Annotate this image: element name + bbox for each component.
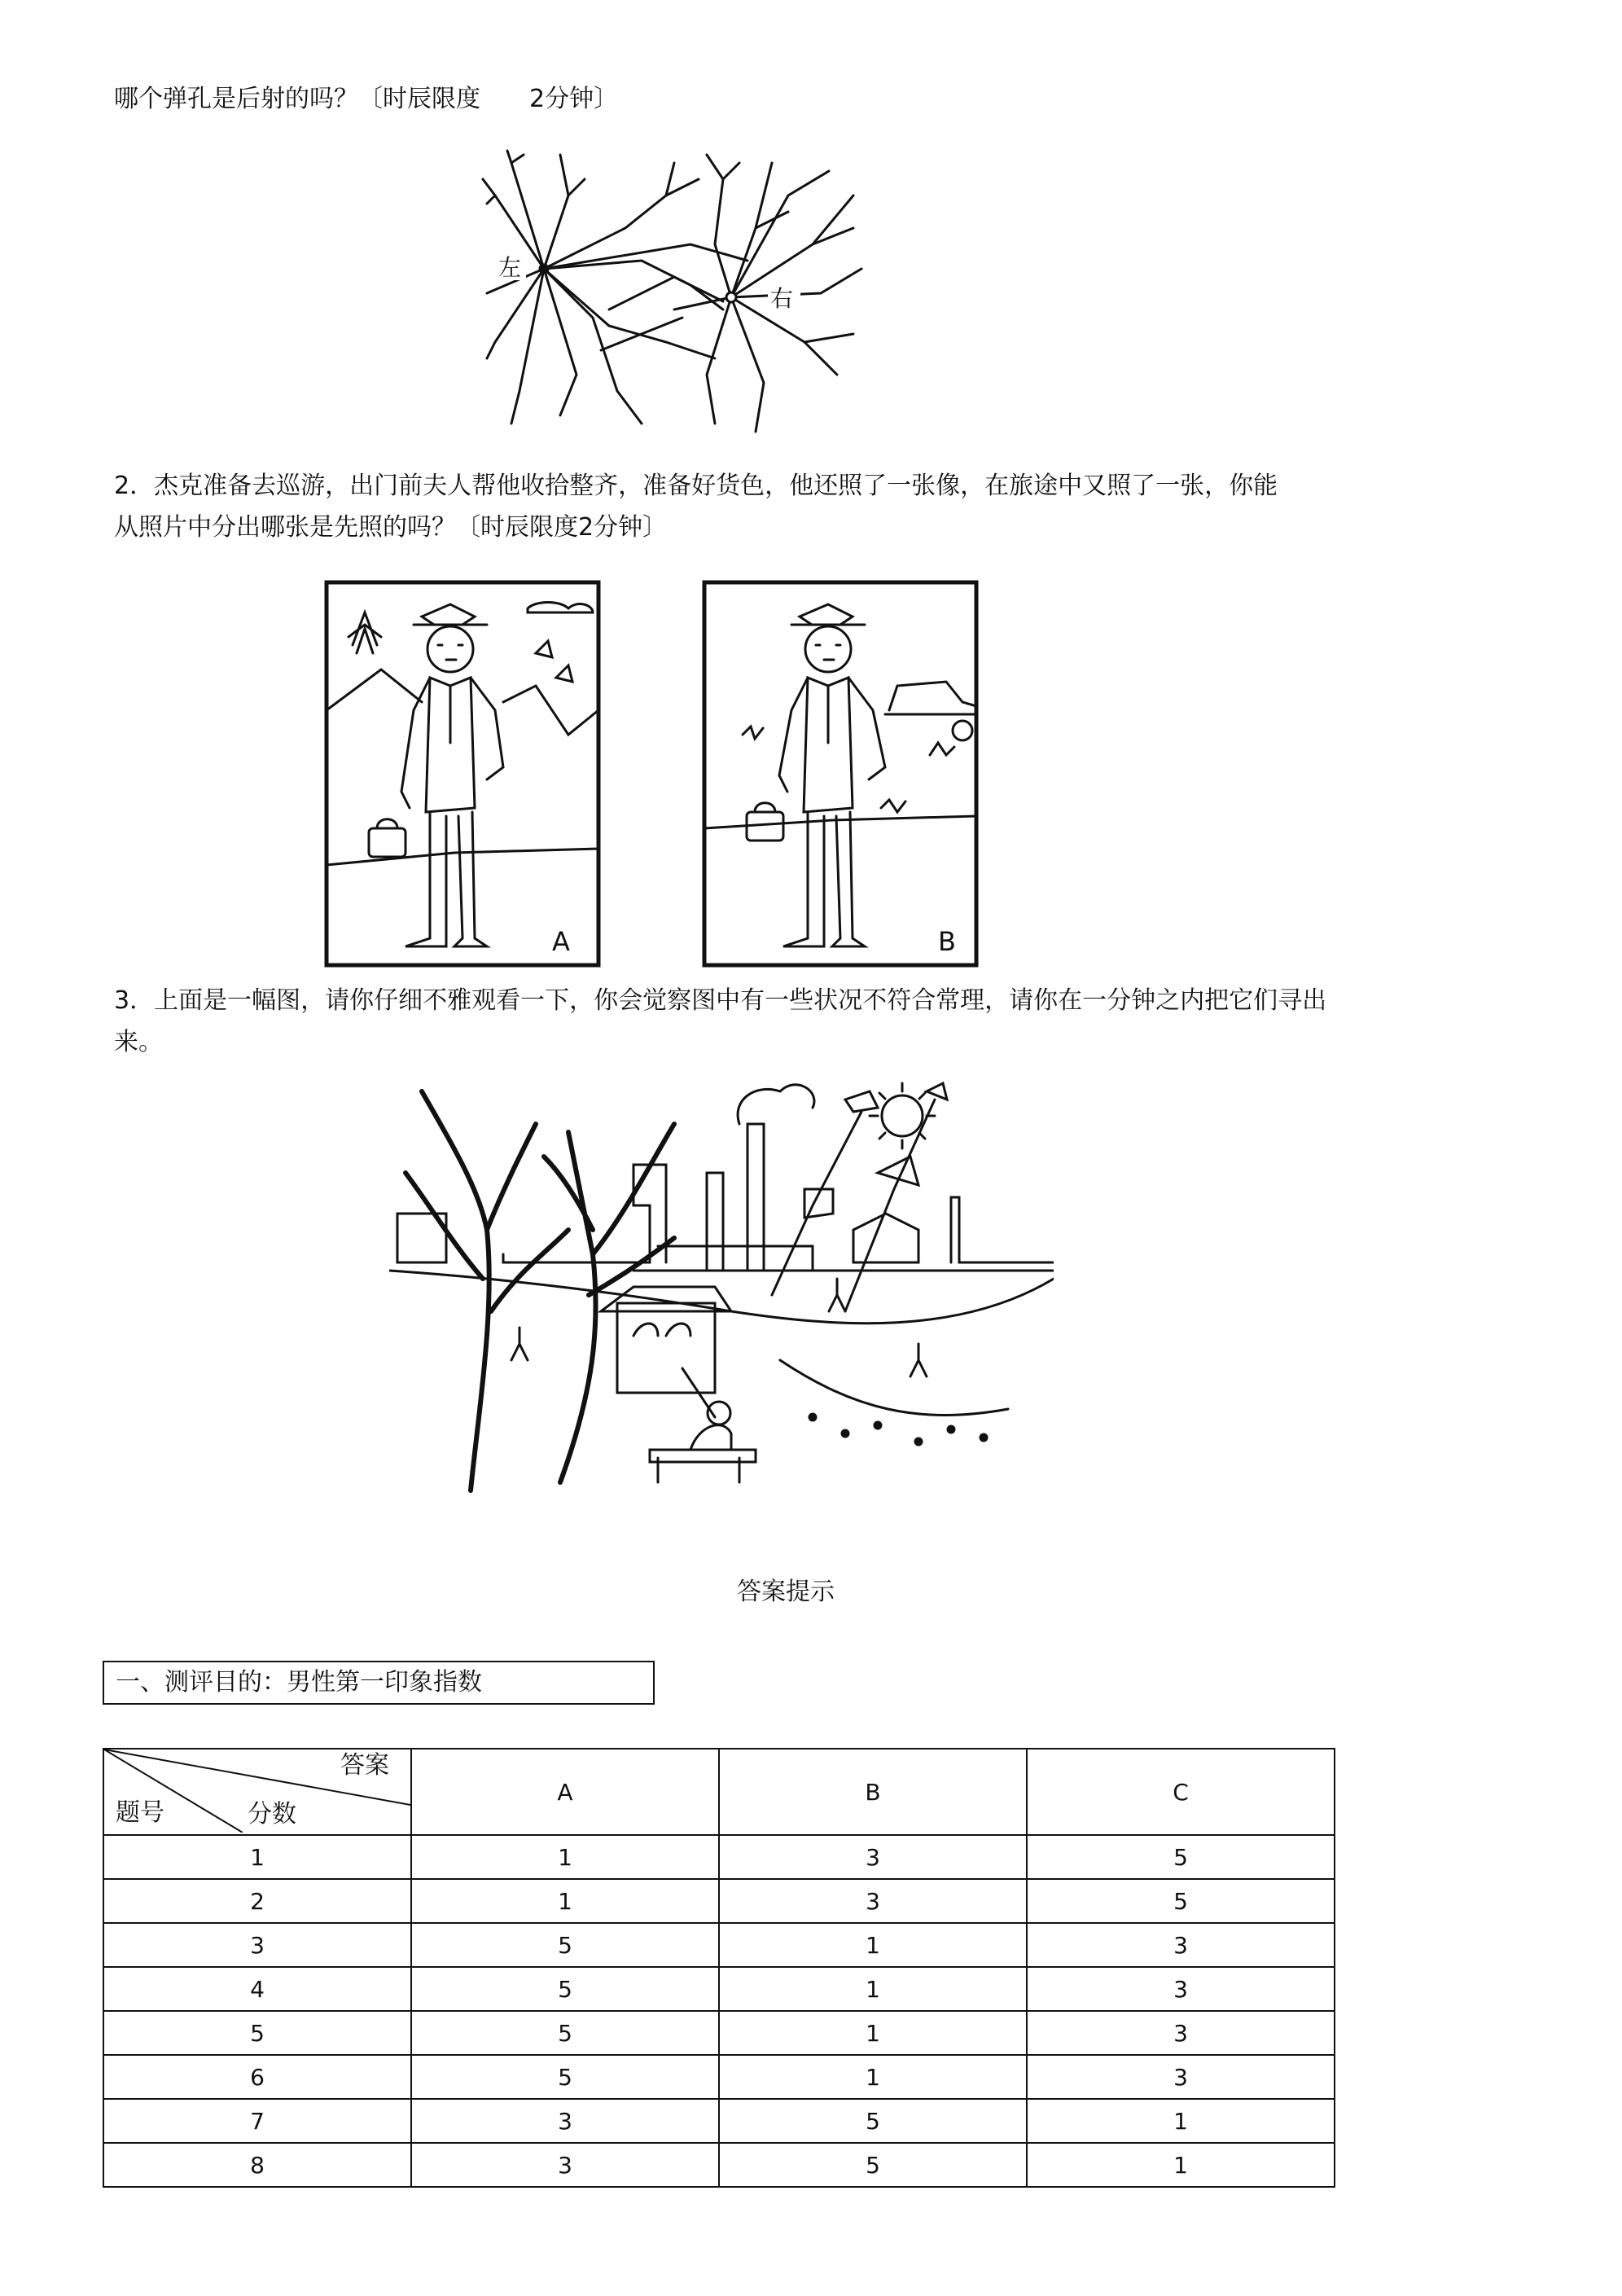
score-b: 3	[719, 1835, 1027, 1879]
score-b: 3	[719, 1879, 1027, 1923]
left-bullet-hole	[540, 265, 548, 273]
score-b: 1	[719, 2055, 1027, 2099]
corner-question-label: 题号	[116, 1798, 164, 1827]
question-number: 5	[103, 2011, 411, 2055]
score-a: 5	[411, 2011, 719, 2055]
column-header-b: B	[719, 1749, 1027, 1835]
table-row	[103, 1879, 1335, 1923]
score-b: 5	[719, 2143, 1027, 2187]
table-row	[103, 2011, 1335, 2055]
right-label: 右	[770, 285, 794, 312]
question-2-line2: 从照片中分出哪张是先照的吗？〔时辰限度2分钟〕	[114, 513, 668, 542]
question-number: 4	[103, 1967, 411, 2011]
table-row	[103, 1923, 1335, 1967]
question-3-line1: 3．上面是一幅图，请你仔细不雅观看一下，你会觉察图中有一些状况不符合常理，请你在一分钟之内把它们寻出	[114, 986, 1327, 1015]
photo-a	[324, 580, 601, 968]
score-c: 5	[1027, 1835, 1335, 1879]
table-row	[103, 2099, 1335, 2143]
question-number: 7	[103, 2099, 411, 2143]
left-label: 左	[498, 254, 522, 281]
table-row	[103, 2055, 1335, 2099]
score-b: 1	[719, 1923, 1027, 1967]
score-c: 1	[1027, 2143, 1335, 2187]
score-c: 3	[1027, 2055, 1335, 2099]
question-number: 2	[103, 1879, 411, 1923]
score-a: 1	[411, 1879, 719, 1923]
score-c: 3	[1027, 1967, 1335, 2011]
question-3-line2: 来。	[114, 1028, 163, 1056]
table-row	[103, 1967, 1335, 2011]
photo-a-label: A	[552, 926, 570, 957]
score-a: 3	[411, 2099, 719, 2143]
photo-b-label: B	[938, 926, 956, 957]
question-number: 6	[103, 2055, 411, 2099]
score-b: 5	[719, 2099, 1027, 2143]
table-header-row	[103, 1749, 1335, 1835]
score-c: 1	[1027, 2099, 1335, 2143]
table-row	[103, 1835, 1335, 1879]
score-b: 1	[719, 2011, 1027, 2055]
score-a: 1	[411, 1835, 719, 1879]
question-number: 3	[103, 1923, 411, 1967]
corner-answer-label: 答案	[340, 1751, 389, 1780]
right-bullet-hole	[726, 292, 736, 302]
answers-title: 答案提示	[737, 1578, 835, 1606]
odd-scene-figure	[389, 1067, 1054, 1507]
column-header-c: C	[1027, 1749, 1335, 1835]
score-c: 3	[1027, 1923, 1335, 1967]
score-a: 5	[411, 1967, 719, 2011]
score-a: 5	[411, 2055, 719, 2099]
question-number: 8	[103, 2143, 411, 2187]
corner-score-label: 分数	[248, 1800, 296, 1828]
bullet-holes-figure	[479, 147, 870, 440]
score-c: 5	[1027, 1879, 1335, 1923]
question-2-line1: 2．杰克准备去巡游，出门前夫人帮他收拾整齐，准备好货色，他还照了一张像，在旅途中又照了一张，你能	[114, 472, 1278, 500]
photo-b	[702, 580, 979, 968]
score-c: 3	[1027, 2011, 1335, 2055]
score-b: 1	[719, 1967, 1027, 2011]
score-table	[103, 1748, 1335, 2188]
table-row	[103, 2143, 1335, 2187]
section-heading-text: 一、测评目的：男性第一印象指数	[116, 1668, 482, 1697]
question-1-text: 哪个弹孔是后射的吗？〔时辰限度 2分钟〕	[114, 85, 619, 113]
section-heading	[103, 1661, 655, 1705]
column-header-a: A	[411, 1749, 719, 1835]
corner-cell	[103, 1749, 411, 1835]
score-a: 3	[411, 2143, 719, 2187]
score-a: 5	[411, 1923, 719, 1967]
question-number: 1	[103, 1835, 411, 1879]
